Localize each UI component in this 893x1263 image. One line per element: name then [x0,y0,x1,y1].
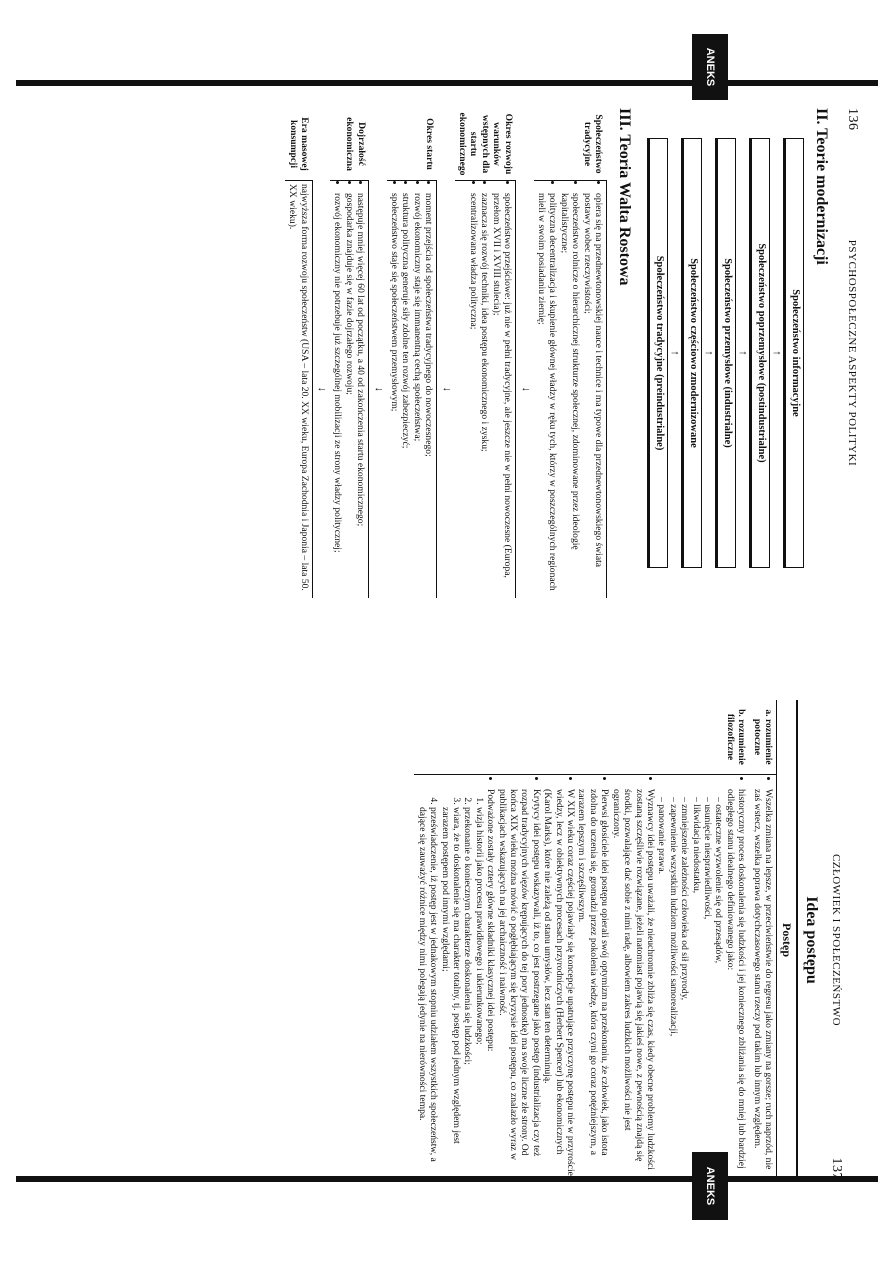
table-row [455,108,516,598]
list-item: • Wszelka zmiana na lepsze, w przeciwieństwie do regresu jako zmiany na gorsze; ruch naprzód, nie zaś wstecz, wszelka poprawa dotychczasowego stanu rzeczy pod takim lub innym względem. [751,789,774,1176]
page-137 [16,700,846,1180]
chain-box-information: Społeczeństwo informacyjne [783,138,804,568]
row-body [455,181,516,599]
page-number: 137 [829,1157,844,1180]
row-body [330,181,369,599]
dash-item: – usunięcie niesprawiedliwości, [701,797,713,920]
list-item: • Wyznawcy idei postępu uważali, że nieuchronnie zbliża się czas, kiedy obecne problemy ludzkości zostaną szczęśliwie rozwiązane, jeżeli natomiast pojawią się jakieś nowe, z pewnością znajdą się środki, pozwalające dać sobie z nimi radę, albowiem zakres ludzkich możliwości nie jest ograniczony. [610,789,656,1176]
table-row [330,108,369,598]
list-item: • moment przejścia od społeczeństwa tradycyjnego do nowoczesnego; [423,193,434,595]
table-row [414,700,749,1180]
row-label: Dojrzałość ekonomiczna [330,108,369,181]
chain-box-traditional: Społeczeństwo tradycyjne (preindustrialne) [647,138,668,568]
list-item: • rozwój ekonomiczny staje się immanentną cechą społeczeństwa; [411,193,422,595]
component-item: 3. wiara, że to doskonalenie się ma charakter totalny, tj. postęp pod jednym względem jest zarazem postępem pod innymi względami; [439,807,462,1176]
rostow-table [285,108,607,598]
down-arrow-icon: ↓ [519,386,532,392]
list-item: • Pierwsi głosiciele idei postępu opierali swój optymizm na przekonaniu, że człowiek, jako istota zdolna do uczenia się, gromadzi przez pokolenia wiedzę, która czyni go coraz potężniejszym, a zarazem lepszym i szczęśliwszym. [576,789,610,1176]
aneks-tab-bottom: ANEKS [692,1152,728,1220]
row-body [534,181,607,599]
component-item: 2. przekonanie o koniecznym charakterze doskonalenia się ludzkości; [462,807,473,1176]
chain-box-postindustrial: Społeczeństwo poprzemysłowe (postindustrialne) [749,138,770,568]
table-row [534,108,607,598]
up-arrow-icon: ↑ [737,350,749,356]
table-row [387,108,437,598]
list-item: najwyższa forma rozwoju społeczeństw (USA – lata 20. XX wieku, Europa Zachodnia i Japonia – lata 50. XX wieku). [287,184,310,591]
section-title-modernization: II. Teorie modernizacji [813,108,830,265]
down-arrow-icon: ↓ [315,386,328,392]
row-label: b. rozumienie filozoficzne [414,700,749,775]
row-body [387,181,437,599]
list-item: • W XIX wieku coraz częściej pojawiały się koncepcje upatrujące przyczynę postępu nie w przyroście wiedzy, lecz w obiektywnych procesach przyrodniczych (Herbert Spencer) lub ekonomicznych (Karol Marks), które nie zależą od stanu umysłów, lecz stan ten determinują. [542,789,576,1176]
table-header: Postęp [776,700,798,1180]
table-row [749,700,776,1180]
page-number: 136 [845,108,860,131]
component-item: 1. wizja historii jako procesu prawidłowego i ukierunkowanego; [473,807,484,1176]
row-body [414,775,749,1181]
chain-box-partially-modernized: Społeczeństwo częściowo zmodernizowane [681,138,702,568]
down-arrow-icon: ↓ [372,386,385,392]
aneks-tab-top: ANEKS [692,34,728,100]
list-item: • społeczeństwo przejściowe: już nie w pełni tradycyjne, ale jeszcze nie w pełni nowoczesne (Europa, przełom XVII i XVIII stulecia); [490,193,513,595]
row-body [285,181,312,599]
list-item: • społeczeństwo staje się społeczeństwem przemysłowym; [389,193,400,595]
row-label: Era masowej konsumpcji [285,108,312,181]
dash-item: – likwidacja niedostatku, [690,797,702,894]
table-row [285,108,312,598]
page-title: Idea postępu [803,896,820,984]
list-item: • społeczeństwo rolnicze o hierarchicznej strukturze społecznej, zdominowane przez ideologię kapitalistyczne; [558,193,581,595]
running-head [820,700,846,1180]
list-item: • następuje mniej więcej 60 lat od początku, a 40 od zakończenia startu ekonomicznego; [355,193,366,595]
dash-item: – panowanie prawa. [656,797,668,874]
top-page-rule [16,80,878,86]
row-label: Okres rozwoju warunków wstępnych dla startu ekonomicznego [455,108,516,181]
list-item: • zaznacza się rozwój techniki, idea postępu ekonomicznego i zysku; [479,193,490,595]
up-arrow-icon: ↑ [703,350,715,356]
up-arrow-icon: ↑ [771,350,783,356]
section-title-rostow: III. Teoria Walta Rostowa [616,108,633,286]
list-item-text: Podważone zostały cztery główne składniki klasycznej idei postępu: [485,789,497,1052]
row-label: a. rozumienie potoczne [749,700,776,775]
dash-item: – ostateczne wyzwolenie się od przesądów, [713,797,725,964]
dash-item: – zapewnienie wszystkim ludziom możliwości samorealizacji, [667,797,679,1037]
component-item: 4. przeświadczenie, iż postęp jest w jednakowym stopniu udziałem wszystkich społeczeństw, a dające się zauważyć różnice między nimi polegają jedynie na nierówności tempa. [416,807,439,1176]
postep-table [414,700,776,1180]
down-arrow-icon: ↓ [440,386,453,392]
list-item: • Krytycy idei postępu wskazywali, iż to, co jest postrzegane jako postęp (industrializacja czy też rozpad tradycyjnych więzów krępujących do tej pory jednostkę) ma swoje liczne złe strony. Od końca XIX wieku można mówić o pogłębiającym się kryzysie idei postępu, co znalazło wyraz w publikacjach wskazujących na jej archaiczność i naiwność. [496,789,542,1176]
row-body [749,775,776,1181]
list-item: • opiera się na przednewtonowskiej nauce i technice i ma typowe dla przednewtonowskiego świata postawy wobec rzeczywistości; [581,193,604,595]
running-head [836,108,862,598]
list-item: • gospodarka znajduje się w fazie dojrzałego rozwoju; [343,193,354,595]
chain-box-industrial: Społeczeństwo przemysłowe (industrialne) [715,138,736,568]
list-item: • rozwój ekonomiczny nie potrzebuje już szczególnej mobilizacji ze strony władzy politycznej; [332,193,343,595]
up-arrow-icon: ↑ [669,350,681,356]
list-item: • struktura polityczna generuje siły zdolne ten rozwój zabezpieczyć; [400,193,411,595]
list-item [416,789,496,1176]
row-label: Społeczeństwo tradycyjne [534,108,607,181]
running-title: PSYCHOSPOŁECZNE ASPEKTY POLITYKI [846,239,858,467]
row-label: Okres startu [387,108,437,181]
page-136 [22,108,862,598]
list-item-text: historyczny proces doskonalenia się ludzkości i jej koniecznego zbliżania się do mniej lub bardziej odległego stanu idealnego definiowanego jako: [724,789,748,1169]
modernization-chain [647,138,804,568]
list-item [656,789,747,1176]
dash-item: – zmniejszenie zależności człowieka od sił przyrody, [679,797,691,1001]
list-item: • polityczna decentralizacja i skupienie głównej władzy w ręku tych, którzy w poszczególnych regionach mieli w swoim posiadaniu ziemię; [536,193,559,595]
list-item: • scentralizowana władza polityczna; [468,193,479,595]
running-title: CZŁOWIEK I SPOŁECZEŃSTWO [830,853,842,1027]
